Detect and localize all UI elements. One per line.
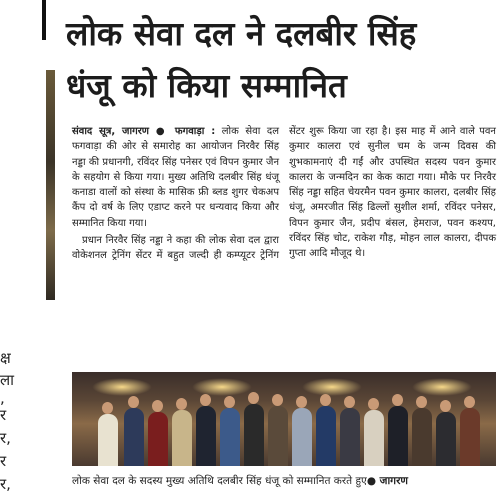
person-head (392, 394, 403, 406)
article-paragraph-2: प्रधान निरवैर सिंह नड्डा ने कहा की लोक सेवा दल द्वारा वोकेशनल ट्रेनिंग सेंटर में बहुत जल्दी ही कम्प्यूटर ट्रेनिंग सेंटर शुरू किया जा रहा है। इस माह में आने वाले पवन कुमार कालरा एवं सुनील चम के जन्म दिवस की शुभकामनाएं दी गईं और उपस्थित सदस्य पवन कुमार कालरा के जन्मदिन का केक काटा गया। मौके पर निरवैर सिंह नड्डा सहित चेयरमैन पवन कुमार कालरा, दलबीर सिंह धंजू, अमरजीत सिंह ढिल्लों सुशील शर्मा, रविंदर पनेसर, विपन कुमार जैन, प्रदीप बंसल, हेमराज, पवन कश्यप, रविंदर सिंह चोट, राकेश गौड़, मोहन लाल कालरा, दीपक गुप्ता आदि मौजूद थे। (72, 126, 496, 262)
person-head (440, 400, 451, 412)
person-figure (220, 408, 240, 466)
headline (66, 8, 496, 112)
adjacent-text-line: ला (0, 371, 15, 389)
ceiling-light (412, 378, 472, 396)
person-head (320, 394, 331, 406)
person-figure (172, 410, 192, 466)
adjacent-text-line: , (0, 389, 5, 407)
headline-line-2: धंजू को किया सम्मानित (66, 66, 347, 105)
person-head (464, 396, 475, 408)
person-figure (364, 410, 384, 466)
person-head (248, 392, 259, 404)
caption-source: ● जागरण (366, 475, 408, 487)
ceiling-light (92, 378, 152, 396)
adjacent-photo-edge (46, 70, 55, 300)
person-head (102, 402, 113, 414)
person-figure (388, 406, 408, 466)
person-figure (148, 412, 168, 466)
adjacent-text-line: र (0, 406, 7, 424)
adjacent-text-line: र (0, 452, 7, 470)
adjacent-text-line: र, (0, 429, 11, 447)
person-head (200, 394, 211, 406)
adjacent-text-line: क्ष (0, 349, 11, 367)
person-figure (316, 406, 336, 466)
adjacent-rule (42, 0, 46, 40)
caption-text: लोक सेवा दल के सदस्य मुख्य अतिथि दलबीर सिंह धंजू को सम्मानित करते हुए (72, 475, 367, 487)
event-photo (72, 372, 496, 466)
person-figure (196, 406, 216, 466)
person-figure (340, 408, 360, 466)
person-figure (460, 408, 480, 466)
person-head (176, 398, 187, 410)
person-head (344, 396, 355, 408)
dateline: संवाद सूत्र, जागरण ● फगवाड़ा : (72, 126, 216, 137)
ceiling-light (302, 378, 362, 396)
adjacent-text-line: र, (0, 475, 11, 493)
person-figure (244, 404, 264, 466)
paragraph-text: लोक सेवा दल फगवाड़ा की ओर से समारोह का आयोजन निरवैर सिंह नड्डा की प्रधानगी, रविंदर सिंह पनेसर एवं विपन कुमार जैन के सहयोग से किया गया। मुख्य अतिथि दलबीर सिंह धंजू कनाडा वालों को संस्था के मासिक फ्री ब्लड शुगर चेकअप कैंप दो वर्ष के लिए एडाप्ट करने पर धन्यवाद किया और सम्मानित किया गया। (72, 126, 279, 229)
article-body (72, 124, 496, 370)
ceiling-light (192, 378, 252, 396)
person-figure (268, 406, 288, 466)
person-figure (436, 412, 456, 466)
person-figure (124, 408, 144, 466)
person-head (416, 396, 427, 408)
person-head (368, 398, 379, 410)
person-head (296, 396, 307, 408)
headline-line-1: लोक सेवा दल ने दलबीर सिंह (66, 14, 417, 53)
person-figure (412, 408, 432, 466)
photo-caption (72, 470, 496, 492)
person-head (272, 394, 283, 406)
adjacent-column-strip (0, 0, 55, 500)
person-figure (98, 414, 118, 466)
person-figure (292, 408, 312, 466)
person-head (152, 400, 163, 412)
person-head (224, 396, 235, 408)
person-head (128, 396, 139, 408)
article-paragraph-1 (72, 124, 279, 231)
